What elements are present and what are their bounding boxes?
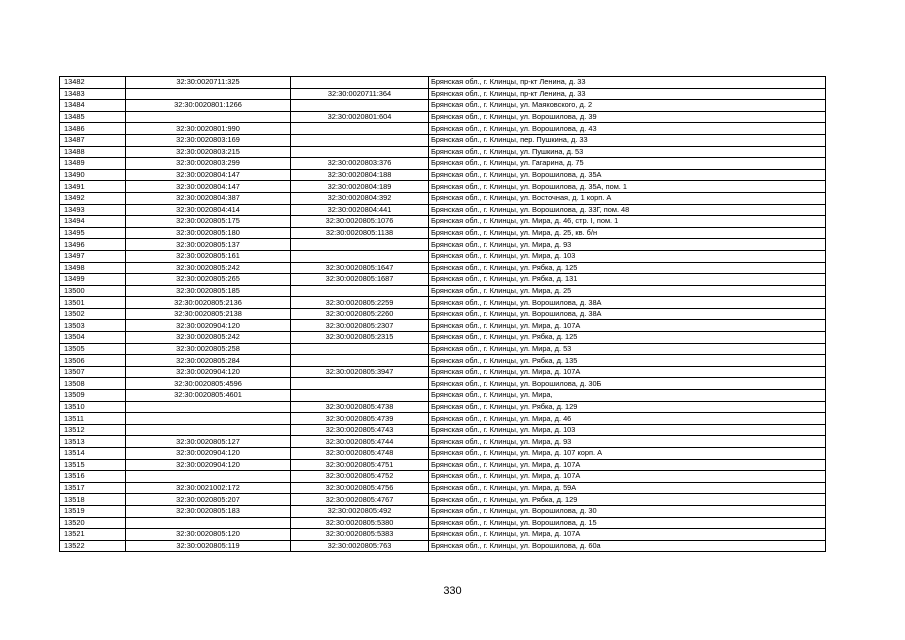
address-cell: Брянская обл., г. Клинцы, ул. Мира, д. 103 <box>429 250 826 262</box>
table-row <box>60 540 826 552</box>
address-cell: Брянская обл., г. Клинцы, ул. Ворошилова, д. 60а <box>429 540 826 552</box>
row-number-cell: 13486 <box>60 123 126 135</box>
row-number-cell: 13501 <box>60 297 126 309</box>
row-number-cell: 13510 <box>60 401 126 413</box>
table-row <box>60 239 826 251</box>
address-cell: Брянская обл., г. Клинцы, ул. Рябка, д. 135 <box>429 355 826 367</box>
row-number-cell: 13493 <box>60 204 126 216</box>
address-cell: Брянская обл., г. Клинцы, ул. Мира, д. 93 <box>429 436 826 448</box>
related-cadastral-number-cell: 32:30:0020805:4744 <box>291 436 429 448</box>
row-number-cell: 13490 <box>60 169 126 181</box>
cadastral-number-cell: 32:30:0020805:4596 <box>126 378 291 390</box>
related-cadastral-number-cell: 32:30:0020805:5383 <box>291 529 429 541</box>
related-cadastral-number-cell: 32:30:0020804:392 <box>291 192 429 204</box>
page-number: 330 <box>443 585 462 597</box>
address-cell: Брянская обл., г. Клинцы, пер. Пушкина, д. 33 <box>429 134 826 146</box>
row-number-cell: 13515 <box>60 459 126 471</box>
row-number-cell: 13514 <box>60 448 126 460</box>
cadastral-number-cell: 32:30:0020804:387 <box>126 192 291 204</box>
table-row <box>60 123 826 135</box>
related-cadastral-number-cell <box>291 146 429 158</box>
related-cadastral-number-cell: 32:30:0020805:1076 <box>291 216 429 228</box>
table-row <box>60 459 826 471</box>
table-row <box>60 482 826 494</box>
row-number-cell: 13505 <box>60 343 126 355</box>
row-number-cell: 13483 <box>60 88 126 100</box>
cadastral-number-cell: 32:30:0020805:4601 <box>126 390 291 402</box>
table-row <box>60 390 826 402</box>
related-cadastral-number-cell: 32:30:0020805:2307 <box>291 320 429 332</box>
related-cadastral-number-cell: 32:30:0020805:5380 <box>291 517 429 529</box>
cadastral-number-cell: 32:30:0020805:161 <box>126 250 291 262</box>
related-cadastral-number-cell: 32:30:0020803:376 <box>291 158 429 170</box>
related-cadastral-number-cell <box>291 134 429 146</box>
address-cell: Брянская обл., г. Клинцы, пр-кт Ленина, д. 33 <box>429 77 826 89</box>
address-cell: Брянская обл., г. Клинцы, ул. Восточная, д. 1 корп. А <box>429 192 826 204</box>
table-row <box>60 378 826 390</box>
row-number-cell: 13512 <box>60 424 126 436</box>
related-cadastral-number-cell: 32:30:0020805:4756 <box>291 482 429 494</box>
address-cell: Брянская обл., г. Клинцы, ул. Рябка, д. 129 <box>429 401 826 413</box>
related-cadastral-number-cell: 32:30:0020805:763 <box>291 540 429 552</box>
address-cell: Брянская обл., г. Клинцы, ул. Мира, д. 25, кв. б/н <box>429 227 826 239</box>
row-number-cell: 13519 <box>60 505 126 517</box>
related-cadastral-number-cell <box>291 378 429 390</box>
address-cell: Брянская обл., г. Клинцы, ул. Рябка, д. 129 <box>429 494 826 506</box>
related-cadastral-number-cell: 32:30:0020805:1687 <box>291 274 429 286</box>
address-cell: Брянская обл., г. Клинцы, ул. Мира, д. 46, стр. I, пом. 1 <box>429 216 826 228</box>
table-row <box>60 216 826 228</box>
address-cell: Брянская обл., г. Клинцы, ул. Рябка, д. 125 <box>429 332 826 344</box>
related-cadastral-number-cell: 32:30:0020805:2260 <box>291 308 429 320</box>
related-cadastral-number-cell: 32:30:0020805:3947 <box>291 366 429 378</box>
related-cadastral-number-cell: 32:30:0020804:441 <box>291 204 429 216</box>
table-row <box>60 505 826 517</box>
cadastral-number-cell: 32:30:0020801:990 <box>126 123 291 135</box>
table-row <box>60 355 826 367</box>
table-row <box>60 158 826 170</box>
address-cell: Брянская обл., г. Клинцы, ул. Рябка, д. 125 <box>429 262 826 274</box>
table-row <box>60 274 826 286</box>
address-cell: Брянская обл., г. Клинцы, ул. Мира, д. 103 <box>429 424 826 436</box>
table-row <box>60 401 826 413</box>
related-cadastral-number-cell <box>291 285 429 297</box>
row-number-cell: 13497 <box>60 250 126 262</box>
cadastral-number-cell: 32:30:0020805:265 <box>126 274 291 286</box>
cadastral-number-cell <box>126 401 291 413</box>
cadastral-number-cell: 32:30:0020805:185 <box>126 285 291 297</box>
table-row <box>60 192 826 204</box>
table-row <box>60 366 826 378</box>
table-row <box>60 204 826 216</box>
cadastral-number-cell: 32:30:0020805:207 <box>126 494 291 506</box>
related-cadastral-number-cell: 32:30:0020805:2259 <box>291 297 429 309</box>
row-number-cell: 13482 <box>60 77 126 89</box>
address-cell: Брянская обл., г. Клинцы, ул. Пушкина, д. 53 <box>429 146 826 158</box>
row-number-cell: 13521 <box>60 529 126 541</box>
related-cadastral-number-cell: 32:30:0020801:604 <box>291 111 429 123</box>
table-row <box>60 308 826 320</box>
address-cell: Брянская обл., г. Клинцы, ул. Мира, <box>429 390 826 402</box>
table-row <box>60 413 826 425</box>
row-number-cell: 13518 <box>60 494 126 506</box>
related-cadastral-number-cell: 32:30:0020805:4752 <box>291 471 429 483</box>
address-cell: Брянская обл., г. Клинцы, ул. Ворошилова, д. 33Г, пом. 48 <box>429 204 826 216</box>
table-row <box>60 169 826 181</box>
cadastral-number-cell: 32:30:0020805:119 <box>126 540 291 552</box>
row-number-cell: 13496 <box>60 239 126 251</box>
row-number-cell: 13516 <box>60 471 126 483</box>
table-row <box>60 227 826 239</box>
table-row <box>60 436 826 448</box>
address-cell: Брянская обл., г. Клинцы, пр-кт Ленина, д. 33 <box>429 88 826 100</box>
table-row <box>60 285 826 297</box>
row-number-cell: 13489 <box>60 158 126 170</box>
row-number-cell: 13495 <box>60 227 126 239</box>
row-number-cell: 13498 <box>60 262 126 274</box>
related-cadastral-number-cell: 32:30:0020711:364 <box>291 88 429 100</box>
row-number-cell: 13500 <box>60 285 126 297</box>
cadastral-number-cell: 32:30:0020805:2138 <box>126 308 291 320</box>
cadastral-number-cell: 32:30:0020805:183 <box>126 505 291 517</box>
related-cadastral-number-cell: 32:30:0020805:2315 <box>291 332 429 344</box>
table-row <box>60 297 826 309</box>
cadastral-number-cell: 32:30:0020805:242 <box>126 262 291 274</box>
cadastral-number-cell: 32:30:0020904:120 <box>126 448 291 460</box>
related-cadastral-number-cell: 32:30:0020805:4738 <box>291 401 429 413</box>
cadastral-number-cell <box>126 424 291 436</box>
cadastral-number-cell: 32:30:0020804:147 <box>126 169 291 181</box>
related-cadastral-number-cell: 32:30:0020805:4751 <box>291 459 429 471</box>
row-number-cell: 13502 <box>60 308 126 320</box>
related-cadastral-number-cell <box>291 100 429 112</box>
row-number-cell: 13503 <box>60 320 126 332</box>
registry-table-container <box>59 76 826 552</box>
address-cell: Брянская обл., г. Клинцы, ул. Мира, д. 107А <box>429 320 826 332</box>
row-number-cell: 13513 <box>60 436 126 448</box>
address-cell: Брянская обл., г. Клинцы, ул. Мира, д. 46 <box>429 413 826 425</box>
row-number-cell: 13522 <box>60 540 126 552</box>
cadastral-number-cell: 32:30:0020805:127 <box>126 436 291 448</box>
cadastral-number-cell: 32:30:0020804:414 <box>126 204 291 216</box>
address-cell: Брянская обл., г. Клинцы, ул. Мира, д. 107А <box>429 459 826 471</box>
registry-table <box>59 76 826 552</box>
table-row <box>60 332 826 344</box>
related-cadastral-number-cell <box>291 343 429 355</box>
related-cadastral-number-cell: 32:30:0020805:1138 <box>291 227 429 239</box>
address-cell: Брянская обл., г. Клинцы, ул. Мира, д. 107А <box>429 529 826 541</box>
related-cadastral-number-cell <box>291 77 429 89</box>
cadastral-number-cell: 32:30:0020805:120 <box>126 529 291 541</box>
table-row <box>60 100 826 112</box>
address-cell: Брянская обл., г. Клинцы, ул. Ворошилова, д. 39 <box>429 111 826 123</box>
cadastral-number-cell <box>126 111 291 123</box>
related-cadastral-number-cell: 32:30:0020805:1647 <box>291 262 429 274</box>
address-cell: Брянская обл., г. Клинцы, ул. Ворошилова, д. 30Б <box>429 378 826 390</box>
cadastral-number-cell: 32:30:0020904:120 <box>126 320 291 332</box>
address-cell: Брянская обл., г. Клинцы, ул. Мира, д. 107А <box>429 471 826 483</box>
cadastral-number-cell: 32:30:0020805:175 <box>126 216 291 228</box>
table-row <box>60 77 826 89</box>
table-row <box>60 181 826 193</box>
related-cadastral-number-cell: 32:30:0020805:4767 <box>291 494 429 506</box>
table-row <box>60 529 826 541</box>
row-number-cell: 13508 <box>60 378 126 390</box>
table-row <box>60 343 826 355</box>
row-number-cell: 13484 <box>60 100 126 112</box>
registry-table-body <box>60 77 826 552</box>
cadastral-number-cell <box>126 413 291 425</box>
table-row <box>60 517 826 529</box>
address-cell: Брянская обл., г. Клинцы, ул. Ворошилова, д. 30 <box>429 505 826 517</box>
address-cell: Брянская обл., г. Клинцы, ул. Ворошилова, д. 35А, пом. 1 <box>429 181 826 193</box>
address-cell: Брянская обл., г. Клинцы, ул. Мира, д. 59А <box>429 482 826 494</box>
related-cadastral-number-cell: 32:30:0020805:4748 <box>291 448 429 460</box>
address-cell: Брянская обл., г. Клинцы, ул. Маяковского, д. 2 <box>429 100 826 112</box>
cadastral-number-cell: 32:30:0020711:325 <box>126 77 291 89</box>
cadastral-number-cell: 32:30:0020803:299 <box>126 158 291 170</box>
cadastral-number-cell: 32:30:0020904:120 <box>126 366 291 378</box>
cadastral-number-cell: 32:30:0020805:258 <box>126 343 291 355</box>
cadastral-number-cell: 32:30:0020804:147 <box>126 181 291 193</box>
address-cell: Брянская обл., г. Клинцы, ул. Ворошилова, д. 43 <box>429 123 826 135</box>
cadastral-number-cell <box>126 88 291 100</box>
address-cell: Брянская обл., г. Клинцы, ул. Мира, д. 107 корп. А <box>429 448 826 460</box>
row-number-cell: 13499 <box>60 274 126 286</box>
row-number-cell: 13509 <box>60 390 126 402</box>
row-number-cell: 13520 <box>60 517 126 529</box>
related-cadastral-number-cell: 32:30:0020805:4739 <box>291 413 429 425</box>
row-number-cell: 13485 <box>60 111 126 123</box>
related-cadastral-number-cell <box>291 390 429 402</box>
cadastral-number-cell: 32:30:0020801:1266 <box>126 100 291 112</box>
row-number-cell: 13491 <box>60 181 126 193</box>
related-cadastral-number-cell: 32:30:0020805:4743 <box>291 424 429 436</box>
related-cadastral-number-cell <box>291 123 429 135</box>
row-number-cell: 13504 <box>60 332 126 344</box>
table-row <box>60 424 826 436</box>
cadastral-number-cell: 32:30:0020805:180 <box>126 227 291 239</box>
cadastral-number-cell <box>126 517 291 529</box>
address-cell: Брянская обл., г. Клинцы, ул. Мира, д. 107А <box>429 366 826 378</box>
related-cadastral-number-cell: 32:30:0020805:492 <box>291 505 429 517</box>
cadastral-number-cell: 32:30:0020805:137 <box>126 239 291 251</box>
table-row <box>60 134 826 146</box>
table-row <box>60 262 826 274</box>
table-row <box>60 88 826 100</box>
table-row <box>60 250 826 262</box>
related-cadastral-number-cell: 32:30:0020804:189 <box>291 181 429 193</box>
cadastral-number-cell: 32:30:0021002:172 <box>126 482 291 494</box>
address-cell: Брянская обл., г. Клинцы, ул. Гагарина, д. 75 <box>429 158 826 170</box>
table-row <box>60 471 826 483</box>
cadastral-number-cell: 32:30:0020803:169 <box>126 134 291 146</box>
cadastral-number-cell <box>126 471 291 483</box>
table-row <box>60 320 826 332</box>
address-cell: Брянская обл., г. Клинцы, ул. Ворошилова, д. 38А <box>429 308 826 320</box>
table-row <box>60 111 826 123</box>
cadastral-number-cell: 32:30:0020904:120 <box>126 459 291 471</box>
row-number-cell: 13494 <box>60 216 126 228</box>
row-number-cell: 13507 <box>60 366 126 378</box>
address-cell: Брянская обл., г. Клинцы, ул. Мира, д. 25 <box>429 285 826 297</box>
related-cadastral-number-cell <box>291 239 429 251</box>
row-number-cell: 13488 <box>60 146 126 158</box>
cadastral-number-cell: 32:30:0020805:2136 <box>126 297 291 309</box>
address-cell: Брянская обл., г. Клинцы, ул. Рябка, д. 131 <box>429 274 826 286</box>
address-cell: Брянская обл., г. Клинцы, ул. Ворошилова, д. 38А <box>429 297 826 309</box>
row-number-cell: 13517 <box>60 482 126 494</box>
row-number-cell: 13487 <box>60 134 126 146</box>
row-number-cell: 13511 <box>60 413 126 425</box>
cadastral-number-cell: 32:30:0020803:215 <box>126 146 291 158</box>
table-row <box>60 448 826 460</box>
related-cadastral-number-cell <box>291 250 429 262</box>
related-cadastral-number-cell <box>291 355 429 367</box>
cadastral-number-cell: 32:30:0020805:242 <box>126 332 291 344</box>
address-cell: Брянская обл., г. Клинцы, ул. Мира, д. 93 <box>429 239 826 251</box>
row-number-cell: 13506 <box>60 355 126 367</box>
row-number-cell: 13492 <box>60 192 126 204</box>
related-cadastral-number-cell: 32:30:0020804:188 <box>291 169 429 181</box>
address-cell: Брянская обл., г. Клинцы, ул. Ворошилова, д. 35А <box>429 169 826 181</box>
address-cell: Брянская обл., г. Клинцы, ул. Ворошилова, д. 15 <box>429 517 826 529</box>
table-row <box>60 146 826 158</box>
address-cell: Брянская обл., г. Клинцы, ул. Мира, д. 53 <box>429 343 826 355</box>
table-row <box>60 494 826 506</box>
cadastral-number-cell: 32:30:0020805:284 <box>126 355 291 367</box>
